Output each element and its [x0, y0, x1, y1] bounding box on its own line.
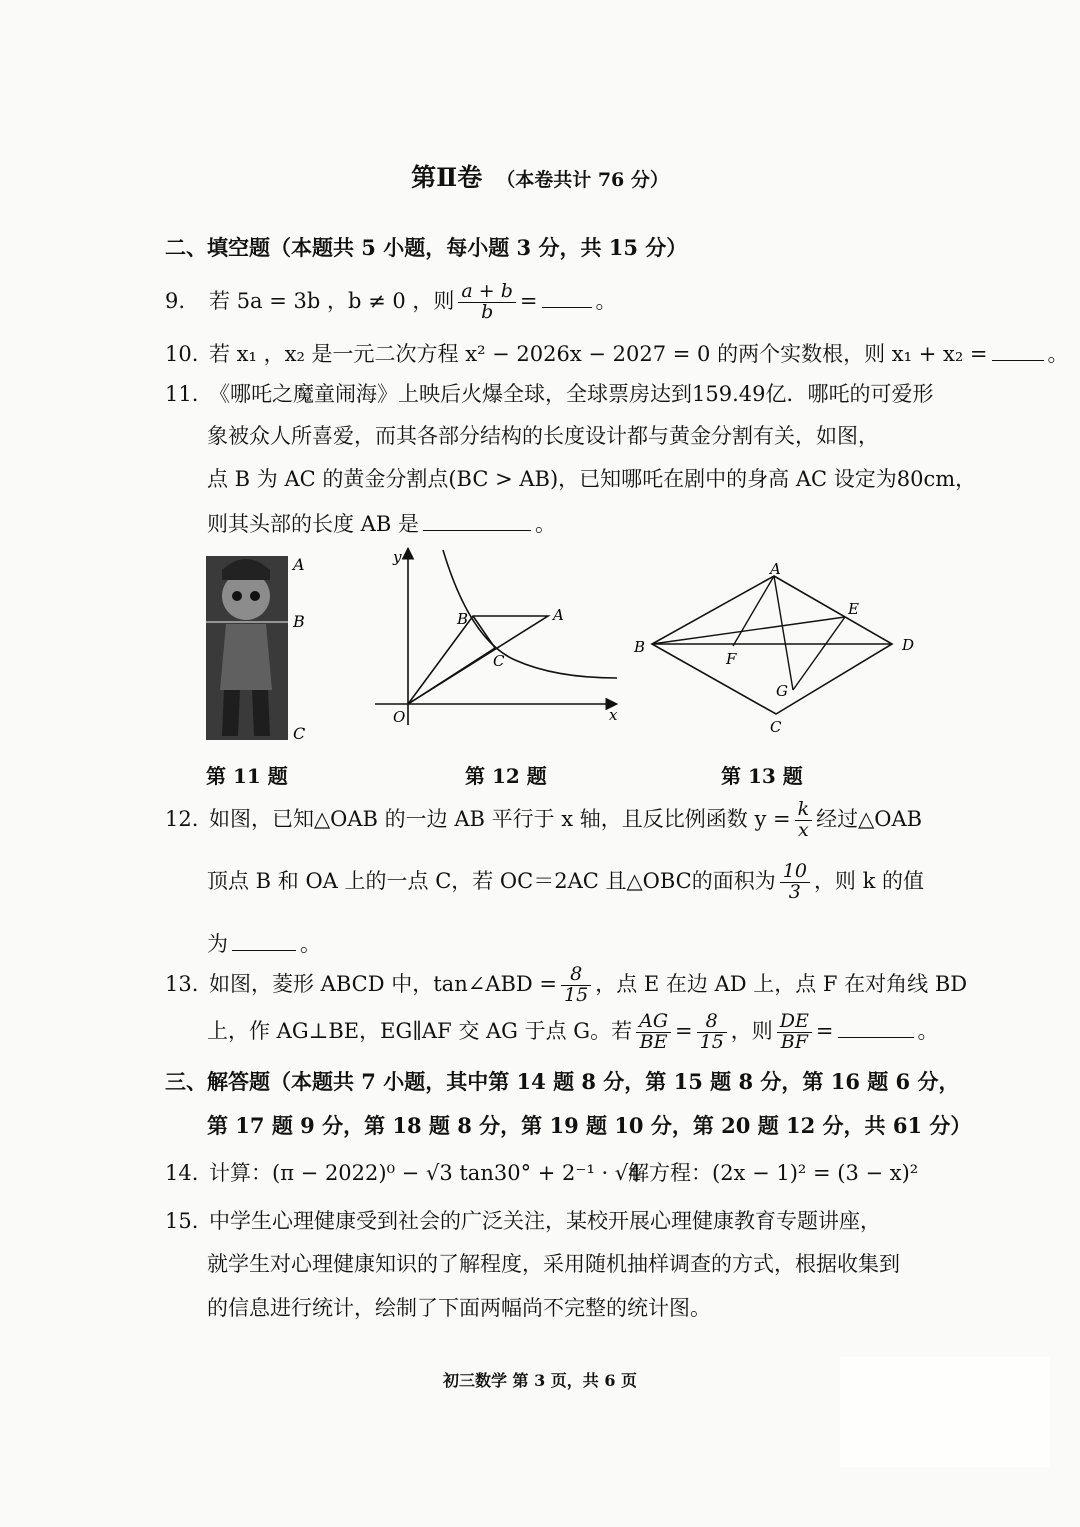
- nezha-eye-right: [250, 591, 260, 601]
- segment-be: [652, 617, 845, 644]
- figure-11: [200, 550, 315, 750]
- segment-bc: [408, 648, 495, 704]
- question-15-line1: [165, 1205, 881, 1235]
- question-15-line3: 的信息进行统计，绘制了下面两幅尚不完整的统计图。: [207, 1296, 711, 1320]
- figure-12-caption: 第 12 题: [465, 764, 547, 788]
- section3-heading-line2: 第 17 题 9 分，第 18 题 8 分，第 19 题 10 分，第 20 题 12 分，共 61 分）: [207, 1113, 972, 1138]
- q13-fraction-ratio: [697, 1012, 727, 1053]
- hyperbola-curve: [443, 550, 617, 678]
- q12-frac1-denominator: x: [797, 818, 809, 841]
- q15-number: 15.: [165, 1209, 199, 1233]
- fig13-label-c: C: [770, 718, 782, 736]
- q12-fraction-area: [780, 862, 810, 903]
- q13-frac1-denominator: 15: [564, 983, 589, 1006]
- q11-number: 11.: [165, 382, 199, 406]
- q11-end: 。: [534, 512, 556, 536]
- figure-12: [365, 540, 630, 730]
- q13-fraction-tan: [561, 965, 591, 1006]
- q9-end: 。: [595, 288, 617, 313]
- figure-13: [630, 562, 930, 742]
- scan-smudge: [840, 1357, 1050, 1467]
- q11-line4-text: 则其头部的长度 AB 是: [207, 512, 419, 536]
- fig13-label-g: G: [776, 682, 788, 700]
- q9-fraction: [458, 282, 516, 323]
- fig13-label-a: A: [770, 562, 781, 578]
- question-15-line2: 就学生对心理健康知识的了解程度，采用随机抽样调查的方式，根据收集到: [207, 1252, 900, 1276]
- segment-eg: [793, 617, 845, 690]
- q13-fraction-de-bf: [777, 1012, 812, 1053]
- fig13-label-e: E: [848, 600, 859, 618]
- segment-bc-2: [473, 616, 495, 648]
- q9-equals: =: [519, 288, 538, 313]
- fig11-label-b: B: [293, 612, 305, 631]
- q13-end: 。: [917, 1018, 939, 1043]
- fig12-label-a: A: [553, 606, 564, 624]
- fig12-label-o: O: [393, 708, 406, 726]
- q9-pre: 若: [209, 288, 230, 313]
- q12-frac1-numerator: k: [795, 800, 813, 821]
- q13-line2b: ，则: [730, 1018, 773, 1043]
- question-11-line1: [165, 378, 933, 408]
- q9-condition: 5a = 3b ，b ≠ 0 ，则: [236, 288, 455, 313]
- q12-frac2-numerator: 10: [780, 862, 810, 883]
- nezha-body: [220, 624, 272, 690]
- fig12-label-x: x: [609, 706, 618, 724]
- question-9: [165, 282, 617, 323]
- q9-frac-denominator: b: [481, 300, 494, 323]
- fig11-label-c: C: [293, 724, 306, 743]
- q11-answer-blank: [423, 510, 531, 531]
- q12-line3-text: 为: [207, 932, 228, 956]
- segment-af: [733, 576, 774, 646]
- q12-line1a: 如图，已知△OAB 的一边 AB 平行于 x 轴，且反比例函数 y =: [209, 806, 791, 831]
- q13-frac3-denominator: 15: [699, 1030, 724, 1053]
- q13-line1a: 如图，菱形 ABCD 中，tan∠ABD =: [209, 971, 558, 996]
- question-14-equation: 解方程：(2x − 1)² = (3 − x)²: [628, 1161, 919, 1185]
- question-13-line2: [207, 1012, 939, 1053]
- question-10: [165, 338, 1069, 368]
- q13-frac1-numerator: 8: [561, 965, 591, 986]
- q10-text: 若 x₁ ，x₂ 是一元二次方程 x² − 2026x − 2027 = 0 的两个实数根，则 x₁ + x₂ =: [209, 342, 988, 366]
- q12-fraction-kx: [795, 800, 813, 841]
- fig11-label-a: A: [293, 555, 305, 574]
- fig13-label-b: B: [634, 638, 646, 656]
- rhombus-abcd: [652, 576, 892, 714]
- q13-equals: =: [675, 1018, 693, 1043]
- q10-end: 。: [1047, 342, 1069, 366]
- fig12-label-c: C: [493, 652, 505, 670]
- fig12-label-y: y: [393, 548, 402, 566]
- question-12-line2: [207, 862, 924, 903]
- q10-answer-blank: [992, 340, 1044, 361]
- page-footer: 初三数学 第 3 页，共 6 页: [442, 1371, 638, 1390]
- figure-13-caption: 第 13 题: [721, 764, 803, 788]
- segment-ag: [774, 576, 793, 690]
- q13-fraction-ag-be: [636, 1012, 671, 1053]
- fig13-label-f: F: [726, 650, 737, 668]
- question-13-line1: [165, 965, 967, 1006]
- q9-frac-numerator: a + b: [458, 282, 516, 303]
- volume-title: 第Ⅱ卷: [411, 163, 483, 192]
- q12-line2a: 顶点 B 和 OA 上的一点 C，若 OC＝2AC 且△OBC的面积为: [207, 868, 776, 893]
- question-12-line3: [207, 928, 321, 958]
- question-11-line3: 点 B 为 AC 的黄金分割点(BC > AB)，已知哪吒在剧中的身高 AC 设定为80cm，: [207, 467, 977, 491]
- q15-line1: 中学生心理健康受到社会的广泛关注，某校开展心理健康教育专题讲座，: [209, 1209, 881, 1233]
- q11-line1: 《哪吒之魔童闹海》上映后火爆全球，全球票房达到159.49亿．哪吒的可爱形: [209, 382, 934, 406]
- question-11-line4: [207, 508, 556, 538]
- q13-line1b: ，点 E 在边 AD 上，点 F 在对角线 BD: [595, 971, 968, 996]
- figure-11-caption: 第 11 题: [206, 764, 288, 788]
- q13-frac2-denominator: BE: [639, 1030, 668, 1053]
- page-title: [0, 158, 1080, 194]
- q14-number: 14.: [165, 1161, 199, 1185]
- q13-frac4-denominator: BF: [780, 1030, 808, 1053]
- q13-frac3-numerator: 8: [697, 1012, 727, 1033]
- q10-number: 10.: [165, 342, 199, 366]
- section2-heading: 二、填空题（本题共 5 小题，每小题 3 分，共 15 分）: [165, 235, 688, 260]
- q12-line1b: 经过△OAB: [816, 806, 923, 831]
- q9-answer-blank: [542, 287, 592, 308]
- q13-number: 13.: [165, 971, 199, 996]
- q13-line2c: =: [815, 1018, 834, 1043]
- question-14: [165, 1157, 642, 1187]
- question-11-line2: 象被众人所喜爱，而其各部分结构的长度设计都与黄金分割有关，如图，: [207, 424, 879, 448]
- q13-frac4-numerator: DE: [777, 1012, 812, 1033]
- q13-line2a: 上，作 AG⊥BE，EG∥AF 交 AG 于点 G。若: [207, 1018, 633, 1043]
- section3-heading-line1: 三、解答题（本题共 7 小题，其中第 14 题 8 分，第 15 题 8 分，第 16 题 6 分，: [165, 1069, 960, 1094]
- fig12-label-b: B: [457, 610, 469, 628]
- question-12-line1: [165, 800, 922, 841]
- q12-answer-blank: [232, 930, 296, 951]
- q12-number: 12.: [165, 806, 199, 831]
- nezha-eye-left: [232, 591, 242, 601]
- fig13-label-d: D: [902, 636, 915, 654]
- q12-line2b: ，则 k 的值: [813, 868, 925, 893]
- q13-answer-blank: [838, 1017, 914, 1038]
- q12-frac2-denominator: 3: [788, 880, 801, 903]
- q14-calculation: 计算：(π − 2022)⁰ − √3 tan30° + 2⁻¹ · √4: [209, 1161, 642, 1185]
- q9-number: 9.: [165, 288, 186, 313]
- volume-subtitle: （本卷共计 76 分）: [496, 169, 669, 191]
- q12-end: 。: [300, 932, 321, 956]
- q13-frac2-numerator: AG: [636, 1012, 671, 1033]
